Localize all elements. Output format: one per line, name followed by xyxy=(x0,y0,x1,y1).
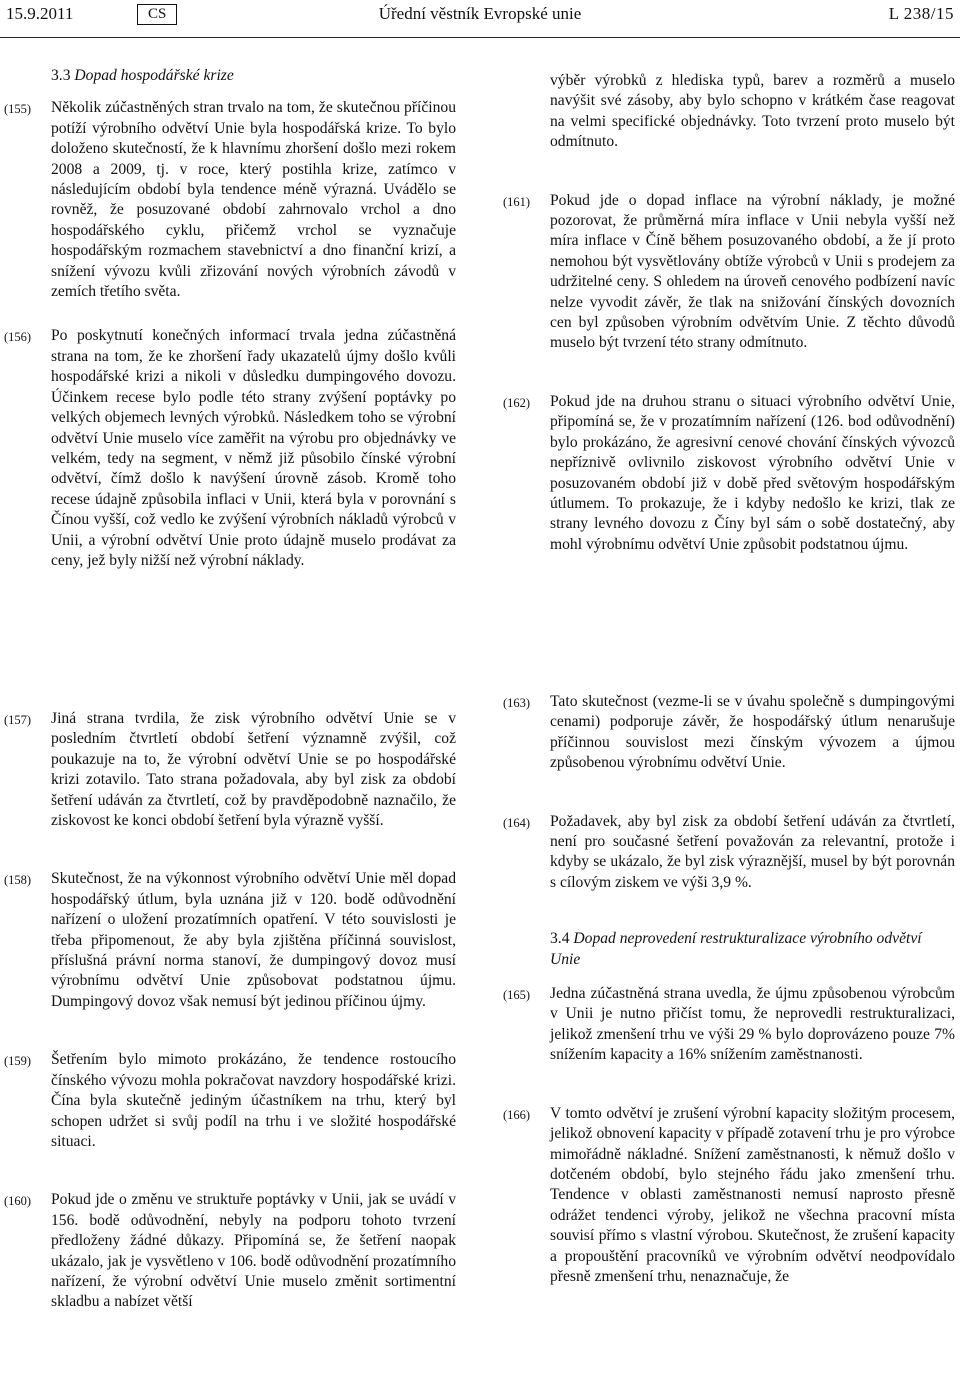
paragraph-155 xyxy=(4,98,456,302)
paragraph-text: Požadavek, aby byl zisk za období šetření udáván za čtvrtletí, není pro současné šetření považován za relevantní, protože i kdyby se ukázalo, že byl zisk výraznější, musel by být porovnán s cílovým ziskem ve výši 3,9 %. xyxy=(550,812,955,891)
paragraph-165 xyxy=(503,984,955,1066)
paragraph-number: (165) xyxy=(503,988,531,1003)
paragraph-text: Jiná strana tvrdila, že zisk výrobního odvětví Unie se v posledním čtvrtletí období šetření významně zvýšil, což poukazuje na to, že výrobní odvětví Unie se po hospodářské krizi zotavilo. Tato strana požadovala, aby byl zisk za období šetření udáván za čtvrtletí, což by pravděpodobně naznačilo, že ziskovost ke konci období šetření byla výrazně vyšší. xyxy=(51,710,456,830)
paragraph-text: Po poskytnutí konečných informací trvala jedna zúčastněná strana na tom, že ke zhoršení řady ukazatelů újmy došlo kvůli hospodářské krizi a nikoli v důsledku dumpingového dovozu. Účinkem recese bylo podle této strany zvýšení poptávky po velkých objemech levných výrobků. Následkem toho se výrobní odvětví Unie muselo více zaměřit na výrobu pro objednávky ve velkém, tedy na segment, v němž již působilo čínské výrobní odvětví, čímž došlo k navýšení úrovně zásob. Kromě toho recese údajně způsobila inflaci v Unii, která byla v porovnání s Čínou vyšší, což vedlo ke zvýšení výrobních nákladů výrobců v Unii, a výrobní odvětví Unie proto údajně muselo prodávat za ceny, jež byly nižší než výrobní náklady. xyxy=(51,327,456,569)
paragraph-159 xyxy=(4,1050,456,1152)
upper-left-column xyxy=(4,66,456,571)
paragraph-text: Jedna zúčastněná strana uvedla, že újmu způsobenou výrobcům v Unii je nutno přičíst tomu, že neprovedli restrukturalizaci, jelikož zmenšení trhu ve výši 29 % bylo doprovázeno pouze 7% snížením kapacity a 16% snížením zaměstnanosti. xyxy=(550,985,955,1064)
section-heading-3-3: 3.3 Dopad hospodářské krize xyxy=(51,67,234,84)
paragraph-164 xyxy=(503,812,955,894)
section-heading-3-4: 3.4 Dopad neprovedení restrukturalizace výrobního odvětví Unie xyxy=(550,930,922,968)
paragraph-number: (157) xyxy=(4,713,32,727)
paragraph-number: (155) xyxy=(4,102,32,117)
paragraph-text: Pokud jde na druhou stranu o situaci výrobního odvětví Unie, připomíná se, že v prozatímním nařízení (126. bod odůvodnění) bylo prokázáno, že agresivní cenové chování čínských vývozců nepříznivě ovlivnilo ziskovost výrobního odvětví Unie v posuzovaném období již v době před světovým hospodářským útlumem. To prokazuje, že i kdyby nedošlo ke krizi, tlak ze strany levného dovozu z Číny byl sám o sobě dostatečný, aby mohl výrobnímu odvětví Unie způsobit podstatnou újmu. xyxy=(550,392,955,553)
language-badge: CS xyxy=(137,4,177,25)
paragraph-number: (163) xyxy=(503,696,531,710)
paragraph-160 xyxy=(4,1190,456,1312)
paragraph-166 xyxy=(503,1104,955,1288)
journal-title: Úřední věstník Evropské unie xyxy=(378,4,582,23)
paragraph-text: Několik zúčastněných stran trvalo na tom, že skutečnou příčinou potíží výrobního odvětví Unie byla hospodářská krize. To bylo doloženo skutečností, že k hlavnímu zhoršení došlo mezi rokem 2008 a 2009, tj. v roce, který postihla krize, zatímco v následujícím období byla tendence méně výrazná. Uvádělo se rovněž, že posuzované období zahrnovalo vrchol a dno hospodářského cyklu, přičemž vrchol se vyznačuje hospodářským rozmachem stavebnictví a dno finanční krizí, a snížení vývozu kvůli zřizování nových výrobních závodů v zemích třetího světa. xyxy=(51,99,456,301)
publication-date: 15.9.2011 xyxy=(6,4,74,23)
paragraph-text: výběr výrobků z hlediska typů, barev a rozměrů a muselo navýšit své zásoby, aby bylo schopno v krátkém čase reagovat na velmi specifické objednávky. Toto tvrzení proto muselo být odmítnuto. xyxy=(550,72,955,151)
paragraph-number: (158) xyxy=(4,873,32,888)
paragraph-162 xyxy=(503,392,955,555)
paragraph-text: Šetřením bylo mimoto prokázáno, že tendence rostoucího čínského vývozu mohla pokračovat navzdory hospodářské krizi. Čína byla skutečně jediným účastníkem na trhu, který byl schopen udržet si svůj podíl na trhu i ve složité hospodářské situaci. xyxy=(51,1051,456,1150)
paragraph-number: (166) xyxy=(503,1107,531,1122)
paragraph-text: Skutečnost, že na výkonnost výrobního odvětví Unie měl dopad hospodářský útlum, byla uznána již v 120. bodě odůvodnění nařízení o uložení prozatímních opatření. V této souvislosti je třeba připomenout, že aby byla zjištěna příčinná souvislost, příslušná právní norma stanoví, že dumpingový dovoz musí výrobnímu odvětví Unie způsobovat podstatnou újmu. Dumpingový dovoz však nemusí být jedinou příčinou újmy. xyxy=(51,870,456,1010)
paragraph-160-continued xyxy=(503,71,955,153)
paragraph-163 xyxy=(503,692,955,774)
paragraph-number: (161) xyxy=(503,194,531,209)
upper-right-column xyxy=(503,71,955,555)
lower-right-column xyxy=(503,692,955,1287)
paragraph-161 xyxy=(503,191,955,354)
paragraph-156 xyxy=(4,326,456,571)
paragraph-number: (159) xyxy=(4,1054,32,1069)
paragraph-text: V tomto odvětví je zrušení výrobní kapacity složitým procesem, jelikož obnovení kapacity v případě zotavení trhu je pro výrobce mimořádně nákladné. Snížení zaměstnanosti, k němuž došlo v dotčeném období, bylo stejného řádu jako zmenšení trhu. Tendence v oblasti zaměstnanosti nemusí naprosto přesně odrážet tendenci výroby, jelikož ne všechna pracovní místa souvisí přímo s vlastní výrobou. Skutečnost, že zrušení kapacity a propouštění pracovníků ve výrobním odvětví neodpovídalo přesně zmenšení trhu, nenaznačuje, že xyxy=(550,1104,955,1285)
page-number: L 238/15 xyxy=(888,4,954,23)
page-header xyxy=(0,4,960,36)
paragraph-text: Tato skutečnost (vezme-li se v úvahu společně s dumpingovými cenami) podporuje závěr, že hospodářský útlum nenarušuje příčinnou souvislost mezi čínským vývozem a újmou způsobenou výrobnímu odvětví Unie. xyxy=(550,693,955,772)
paragraph-158 xyxy=(4,869,456,1012)
lower-left-column xyxy=(4,709,456,1313)
paragraph-number: (164) xyxy=(503,815,531,830)
paragraph-text: Pokud jde o změnu ve struktuře poptávky v Unii, jak se uvádí v 156. bodě odůvodnění, nebyly na podporu tohoto tvrzení předloženy žádné důkazy. Připomíná se, že šetření naopak ukázalo, jak je vysvětleno v 106. bodě odůvodnění prozatímního nařízení, že výrobní odvětví Unie muselo změnit sortimentní skladbu a nabízet větší xyxy=(51,1191,456,1311)
paragraph-number: (160) xyxy=(4,1194,32,1209)
paragraph-number: (162) xyxy=(503,395,531,410)
paragraph-text: Pokud jde o dopad inflace na výrobní náklady, je možné pozorovat, že průměrná míra inflace v Unii nebyla vyšší než míra inflace v Číně během posuzovaného období, a že jí proto nemohou být vysvětlovány obtíže výrobců v Unii s prodejem za udržitelné ceny. S ohledem na úroveň cenového podbízení navíc nelze vyvodit závěr, že tlak na snižování čínských dovozních cen byl způsoben výrobním odvětvím Unie. Z těchto důvodů muselo být tvrzení této strany odmítnuto. xyxy=(550,191,955,352)
paragraph-157 xyxy=(4,709,456,831)
paragraph-number: (156) xyxy=(4,330,32,345)
header-divider xyxy=(0,37,960,38)
